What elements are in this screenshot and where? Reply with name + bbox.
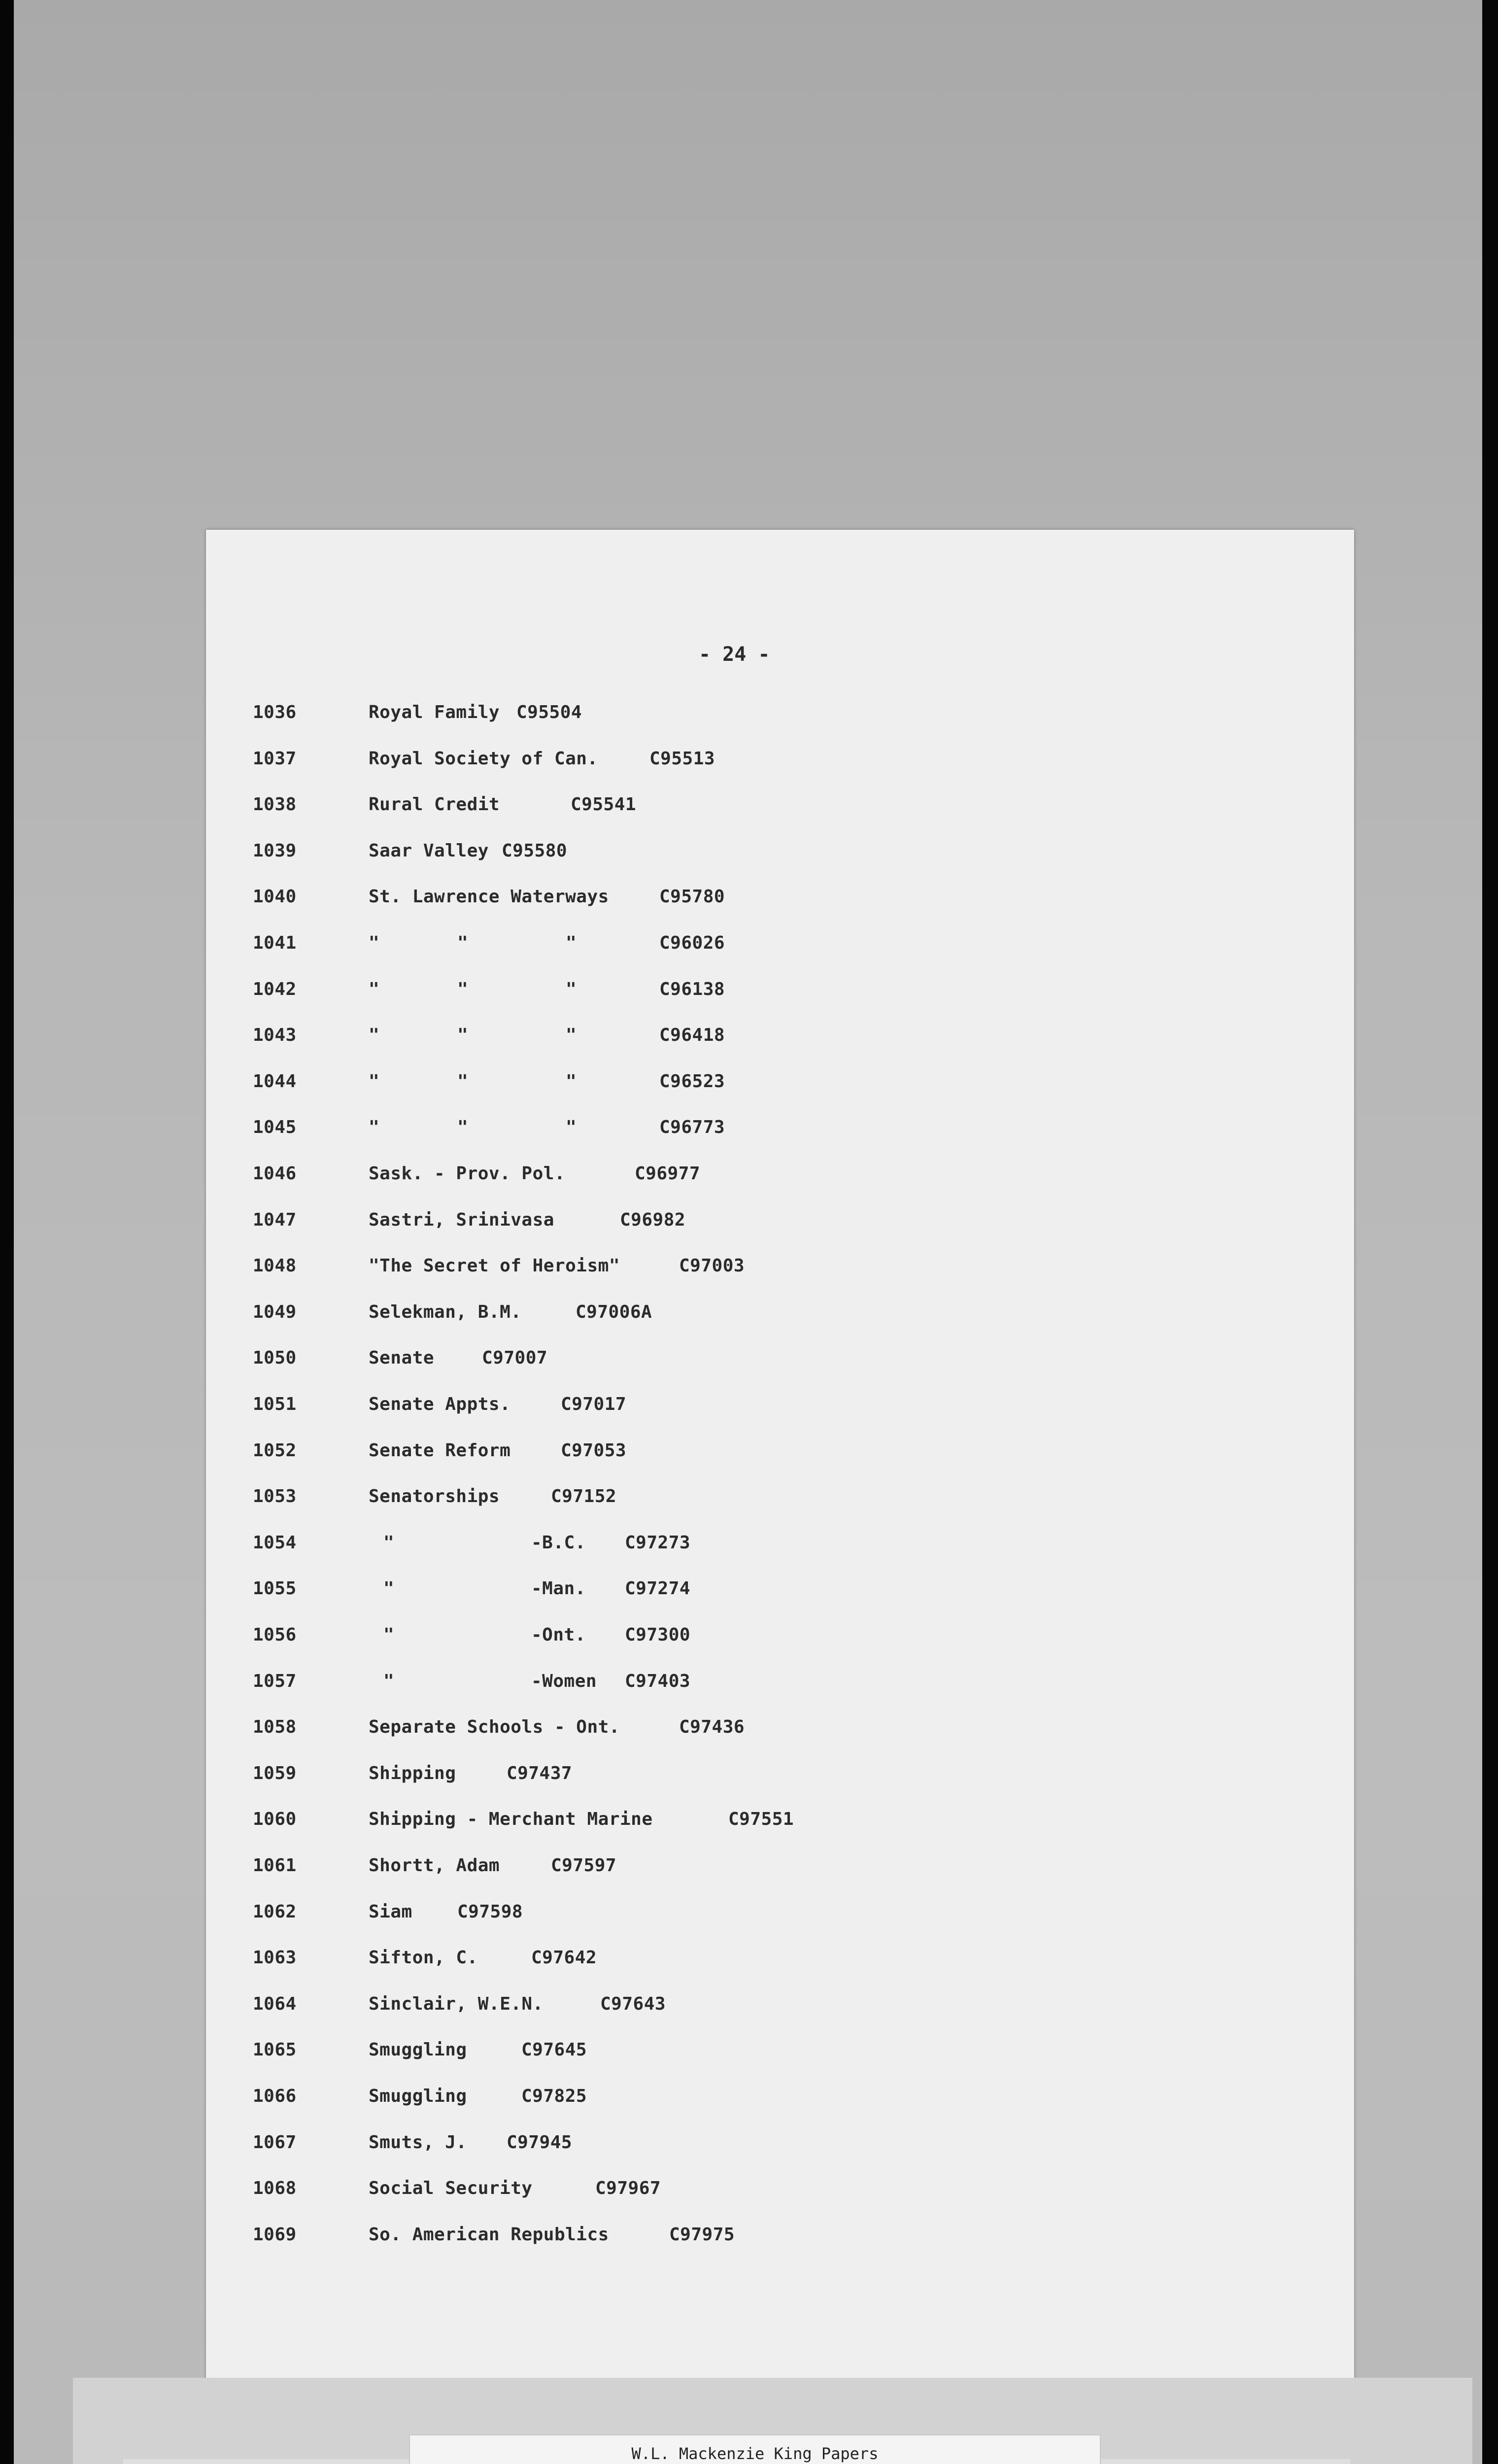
ditto-mark: " xyxy=(457,979,469,999)
entry-subheading: -Women xyxy=(531,1671,597,1691)
list-item xyxy=(206,841,1339,886)
ditto-mark: " xyxy=(383,1578,395,1599)
list-item xyxy=(206,1763,1339,1809)
entry-number: 1061 xyxy=(253,1855,297,1876)
list-item xyxy=(206,1902,1339,1947)
entry-number: 1062 xyxy=(253,1901,297,1922)
entry-number: 1044 xyxy=(253,1071,297,1092)
entry-reference: C97436 xyxy=(679,1717,745,1738)
entry-title: Royal Family xyxy=(369,702,500,722)
list-item xyxy=(206,1117,1339,1163)
entry-title: Royal Society of Can. xyxy=(369,748,598,769)
entry-reference: C96977 xyxy=(635,1164,701,1184)
entry-number: 1057 xyxy=(253,1671,297,1691)
entry-reference: C97006A xyxy=(576,1301,652,1322)
entry-number: 1066 xyxy=(253,2086,297,2106)
entry-reference: C96773 xyxy=(659,1117,725,1138)
list-item xyxy=(206,1164,1339,1209)
entry-reference: C95504 xyxy=(516,702,582,722)
entry-number: 1059 xyxy=(253,1763,297,1783)
entry-number: 1045 xyxy=(253,1117,297,1138)
list-item xyxy=(206,1809,1339,1854)
ditto-mark: " xyxy=(383,1532,395,1553)
entry-number: 1047 xyxy=(253,1209,297,1230)
list-item xyxy=(206,2040,1339,2085)
entry-subheading: -B.C. xyxy=(531,1532,586,1553)
entry-title: Shipping xyxy=(369,1763,456,1783)
list-item xyxy=(206,702,1339,748)
list-item xyxy=(206,749,1339,794)
entry-title: "The Secret of Heroism" xyxy=(369,1256,620,1276)
entry-title: Senatorships xyxy=(369,1486,500,1507)
ditto-mark: " xyxy=(457,933,469,953)
entry-number: 1053 xyxy=(253,1486,297,1507)
entry-reference: C97152 xyxy=(551,1486,617,1507)
entry-reference: C97003 xyxy=(679,1256,745,1276)
entry-title: Sinclair, W.E.N. xyxy=(369,1993,544,2014)
ditto-mark: " xyxy=(457,1117,469,1138)
list-item xyxy=(206,2132,1339,2178)
entry-reference: C96982 xyxy=(620,1209,686,1230)
entry-reference: C96418 xyxy=(659,1025,725,1046)
entry-reference: C97643 xyxy=(600,1993,666,2014)
entry-number: 1063 xyxy=(253,1948,297,1968)
ditto-mark: " xyxy=(457,1025,469,1046)
entry-number: 1065 xyxy=(253,2040,297,2060)
entry-title: Siam xyxy=(369,1901,412,1922)
entry-reference: C97551 xyxy=(728,1809,794,1830)
list-item xyxy=(206,2086,1339,2131)
entry-subheading: -Man. xyxy=(531,1578,586,1599)
entry-number: 1036 xyxy=(253,702,297,722)
entry-reference: C97825 xyxy=(521,2086,587,2106)
entry-number: 1052 xyxy=(253,1440,297,1461)
list-item xyxy=(206,2224,1339,2270)
entry-number: 1055 xyxy=(253,1578,297,1599)
ditto-mark: " xyxy=(369,1117,380,1138)
entry-reference: C97053 xyxy=(561,1440,627,1461)
entry-number: 1041 xyxy=(253,933,297,953)
entry-number: 1058 xyxy=(253,1717,297,1738)
entry-reference: C97007 xyxy=(482,1348,548,1369)
ditto-mark: " xyxy=(369,1071,380,1092)
list-item xyxy=(206,1855,1339,1901)
entry-title: Senate Appts. xyxy=(369,1394,511,1414)
entry-reference: C97017 xyxy=(561,1394,627,1414)
entry-number: 1067 xyxy=(253,2132,297,2153)
list-item xyxy=(206,1256,1339,1301)
list-item xyxy=(206,1625,1339,1670)
entry-title: Smuggling xyxy=(369,2086,467,2106)
ditto-mark: " xyxy=(383,1671,395,1691)
entry-reference: C97645 xyxy=(521,2040,587,2060)
collection-caption xyxy=(409,2434,1101,2464)
entry-number: 1050 xyxy=(253,1348,297,1369)
entry-number: 1060 xyxy=(253,1809,297,1830)
entry-reference: C97274 xyxy=(625,1578,691,1599)
entry-reference: C95580 xyxy=(502,840,568,861)
entry-number: 1056 xyxy=(253,1625,297,1645)
entry-number: 1054 xyxy=(253,1532,297,1553)
ditto-mark: " xyxy=(457,1071,469,1092)
entry-title: Sastri, Srinivasa xyxy=(369,1209,554,1230)
entry-reference: C97945 xyxy=(507,2132,573,2153)
entry-title: Saar Valley xyxy=(369,840,489,861)
list-item xyxy=(206,1533,1339,1578)
list-item xyxy=(206,1302,1339,1347)
entry-reference: C96523 xyxy=(659,1071,725,1092)
ditto-mark: " xyxy=(566,1025,577,1046)
list-item xyxy=(206,1717,1339,1762)
entry-reference: C97967 xyxy=(595,2178,661,2199)
entry-reference: C97975 xyxy=(669,2224,735,2245)
list-item xyxy=(206,1025,1339,1070)
entry-title: Separate Schools - Ont. xyxy=(369,1717,620,1738)
entry-subheading: -Ont. xyxy=(531,1625,586,1645)
entry-title: Sask. - Prov. Pol. xyxy=(369,1164,566,1184)
list-item xyxy=(206,1348,1339,1393)
entry-reference: C96026 xyxy=(659,933,725,953)
list-item xyxy=(206,933,1339,978)
entry-reference: C96138 xyxy=(659,979,725,999)
ditto-mark: " xyxy=(566,1071,577,1092)
entry-title: Smuts, J. xyxy=(369,2132,467,2153)
entry-number: 1043 xyxy=(253,1025,297,1046)
entry-number: 1038 xyxy=(253,794,297,815)
entry-number: 1069 xyxy=(253,2224,297,2245)
entry-title: St. Lawrence Waterways xyxy=(369,887,609,907)
entry-title: Selekman, B.M. xyxy=(369,1301,522,1322)
entry-title: Rural Credit xyxy=(369,794,500,815)
list-item xyxy=(206,1948,1339,1993)
entry-reference: C97403 xyxy=(625,1671,691,1691)
entry-title: Shipping - Merchant Marine xyxy=(369,1809,653,1830)
ditto-mark: " xyxy=(383,1625,395,1645)
entry-reference: C95541 xyxy=(571,794,637,815)
entry-number: 1042 xyxy=(253,979,297,999)
entry-reference: C97642 xyxy=(531,1948,597,1968)
list-item xyxy=(206,2178,1339,2224)
entry-number: 1048 xyxy=(253,1256,297,1276)
entry-number: 1049 xyxy=(253,1301,297,1322)
entry-number: 1068 xyxy=(253,2178,297,2199)
entry-reference: C97437 xyxy=(507,1763,573,1783)
list-item xyxy=(206,1071,1339,1117)
caption-collection-name: W.L. Mackenzie King Papers xyxy=(631,2444,879,2463)
entry-reference: C97273 xyxy=(625,1532,691,1553)
entry-title: Smuggling xyxy=(369,2040,467,2060)
entry-title: Senate xyxy=(369,1348,435,1369)
entry-title: Senate Reform xyxy=(369,1440,511,1461)
entry-reference: C97597 xyxy=(551,1855,617,1876)
ditto-mark: " xyxy=(566,1117,577,1138)
ditto-mark: " xyxy=(369,1025,380,1046)
entry-title: Social Security xyxy=(369,2178,533,2199)
entry-number: 1039 xyxy=(253,840,297,861)
list-item xyxy=(206,1486,1339,1532)
entry-number: 1051 xyxy=(253,1394,297,1414)
list-item xyxy=(206,1994,1339,2039)
ditto-mark: " xyxy=(566,979,577,999)
ditto-mark: " xyxy=(369,979,380,999)
list-item xyxy=(206,887,1339,932)
list-item xyxy=(206,1578,1339,1624)
entry-number: 1064 xyxy=(253,1993,297,2014)
list-item xyxy=(206,794,1339,840)
entry-number: 1040 xyxy=(253,887,297,907)
document-page xyxy=(206,530,1354,2385)
list-item xyxy=(206,1394,1339,1439)
entry-number: 1037 xyxy=(253,748,297,769)
list-item xyxy=(206,1210,1339,1255)
entry-reference: C95780 xyxy=(659,887,725,907)
ditto-mark: " xyxy=(369,933,380,953)
list-item xyxy=(206,1671,1339,1716)
entry-reference: C95513 xyxy=(649,748,715,769)
entry-reference: C97598 xyxy=(457,1901,523,1922)
ditto-mark: " xyxy=(566,933,577,953)
page-number: - 24 - xyxy=(699,643,770,666)
list-item xyxy=(206,1440,1339,1486)
list-item xyxy=(206,979,1339,1025)
entry-number: 1046 xyxy=(253,1164,297,1184)
entry-reference: C97300 xyxy=(625,1625,691,1645)
entry-title: Shortt, Adam xyxy=(369,1855,500,1876)
entry-title: Sifton, C. xyxy=(369,1948,478,1968)
entry-title: So. American Republics xyxy=(369,2224,609,2245)
